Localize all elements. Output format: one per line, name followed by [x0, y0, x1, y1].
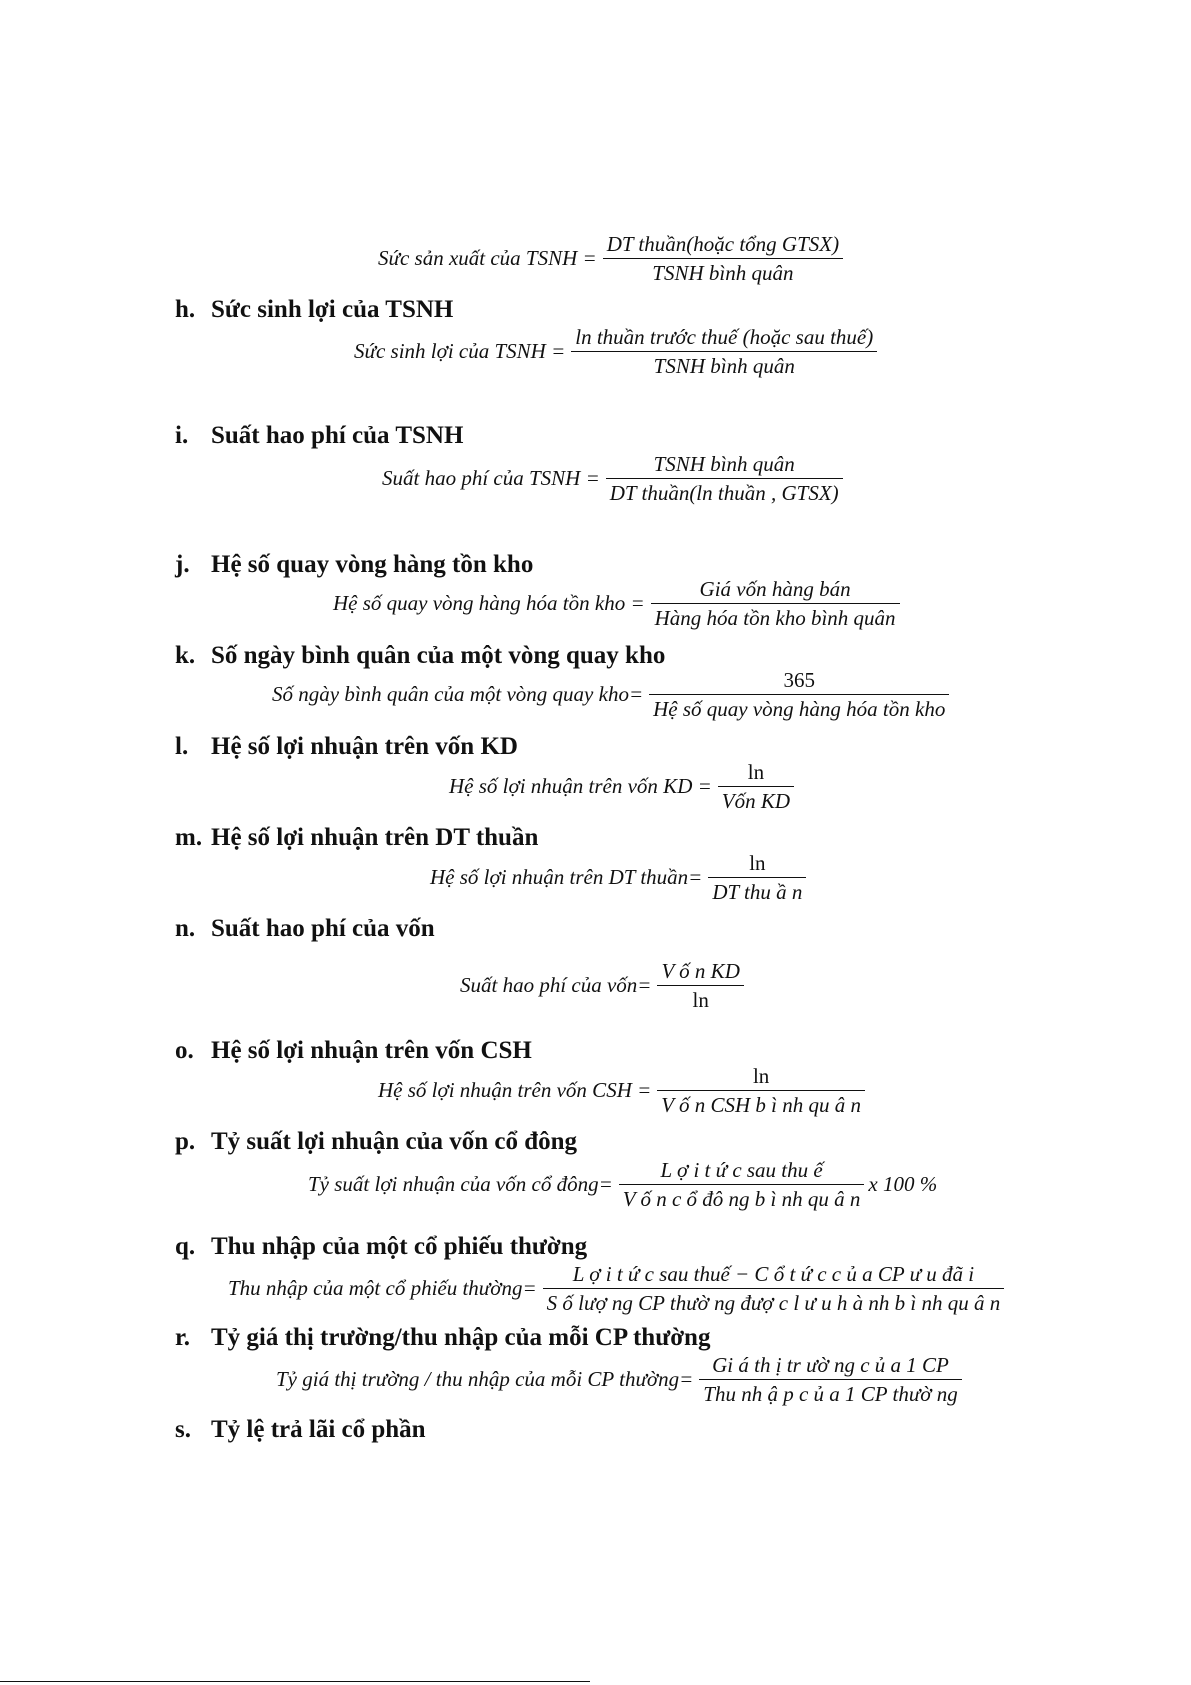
denominator: Vốn KD: [721, 789, 791, 814]
section-heading-j: [175, 552, 533, 577]
fraction: [708, 852, 806, 903]
fraction: [603, 233, 843, 284]
section-heading-h: [175, 297, 453, 322]
formula-suat-hao-phi-tsnh: [382, 453, 843, 504]
numerator: ln: [752, 1064, 770, 1088]
formula-lhs: Hệ số quay vòng hàng hóa tồn kho =: [333, 591, 645, 616]
formula-lhs: Hệ số lợi nhuận trên DT thuần=: [430, 865, 703, 890]
section-letter: m.: [175, 824, 203, 851]
section-heading-l: [175, 734, 518, 759]
section-letter: q.: [175, 1233, 196, 1260]
formula-lhs: Suất hao phí của TSNH =: [382, 466, 600, 491]
numerator: L ợ i t ứ c sau thuế − C ổ t ứ c c ủ a CP ư u đã i: [572, 1262, 975, 1286]
section-letter: n.: [175, 915, 196, 942]
footer-rule: [0, 1681, 590, 1682]
section-title: Hệ số quay vòng hàng tồn kho: [211, 551, 534, 578]
section-title: Suất hao phí của TSNH: [211, 422, 464, 449]
section-heading-n: [175, 916, 435, 941]
formula-lhs: Số ngày bình quân của một vòng quay kho=: [272, 682, 644, 707]
formula-loi-nhuan-dt-thuan: [430, 852, 806, 903]
denominator: V ố n CSH b ì nh qu â n: [661, 1093, 861, 1118]
fraction: [657, 960, 743, 1011]
formula-suffix: x 100 %: [868, 1172, 938, 1197]
numerator: V ố n KD: [661, 959, 740, 983]
section-title: Hệ số lợi nhuận trên DT thuần: [211, 824, 539, 851]
section-letter: p.: [175, 1128, 196, 1155]
section-letter: h.: [175, 296, 196, 323]
formula-lhs: Tỷ suất lợi nhuận của vốn cổ đông=: [308, 1172, 613, 1197]
numerator: ln: [747, 760, 765, 784]
numerator: L ợ i t ứ c sau thu ế: [660, 1158, 823, 1182]
fraction: [718, 761, 794, 812]
formula-lhs: Hệ số lợi nhuận trên vốn KD =: [449, 774, 712, 799]
section-letter: i.: [175, 422, 189, 449]
formula-ty-gia-thi-truong: [276, 1354, 962, 1405]
fraction: [651, 578, 900, 629]
fraction: [699, 1354, 961, 1405]
section-title: Số ngày bình quân của một vòng quay kho: [211, 642, 666, 669]
section-title: Hệ số lợi nhuận trên vốn CSH: [211, 1037, 532, 1064]
formula-lhs: Sức sản xuất của TSNH =: [378, 246, 597, 271]
fraction: [571, 326, 877, 377]
section-title: Hệ số lợi nhuận trên vốn KD: [211, 733, 518, 760]
formula-lhs: Sức sinh lợi của TSNH =: [354, 339, 566, 364]
denominator: Hàng hóa tồn kho bình quân: [654, 606, 896, 631]
formula-loi-nhuan-von-csh: [378, 1065, 865, 1116]
section-title: Thu nhập của một cổ phiếu thường: [211, 1233, 588, 1260]
formula-thu-nhap-co-phieu: [228, 1263, 1004, 1314]
formula-loi-nhuan-von-kd: [449, 761, 794, 812]
fraction: [543, 1263, 1005, 1314]
section-heading-o: [175, 1038, 532, 1063]
numerator: DT thuần(hoặc tổng GTSX): [606, 232, 840, 256]
section-letter: s.: [175, 1416, 191, 1443]
section-heading-q: [175, 1234, 587, 1259]
fraction: [606, 453, 843, 504]
numerator: Giá vốn hàng bán: [699, 577, 851, 601]
denominator: ln: [692, 988, 709, 1013]
formula-suat-hao-phi-von: [460, 960, 744, 1011]
numerator: 365: [783, 668, 815, 692]
section-title: Tỷ lệ trả lãi cổ phần: [211, 1416, 426, 1443]
formula-lhs: Thu nhập của một cổ phiếu thường=: [228, 1276, 537, 1301]
formula-suc-san-xuat: [378, 233, 843, 284]
denominator: Hệ số quay vòng hàng hóa tồn kho: [653, 697, 946, 722]
denominator: DT thu ầ n: [712, 880, 803, 905]
fraction: [619, 1159, 865, 1210]
denominator: TSNH bình quân: [652, 261, 794, 286]
section-heading-i: [175, 423, 463, 448]
formula-ty-suat-von-co-dong: [308, 1159, 937, 1210]
denominator: TSNH bình quân: [653, 354, 795, 379]
formula-lhs: Suất hao phí của vốn=: [460, 973, 652, 998]
formula-lhs: Hệ số lợi nhuận trên vốn CSH =: [378, 1078, 652, 1103]
denominator: S ố lượ ng CP thườ ng đượ c l ư u h à nh b ì nh qu â n: [546, 1291, 1001, 1316]
denominator: DT thuần(ln thuần , GTSX): [609, 481, 839, 506]
section-title: Tỷ giá thị trường/thu nhập của mỗi CP thường: [211, 1324, 711, 1351]
section-heading-r: [175, 1325, 710, 1350]
section-letter: o.: [175, 1037, 194, 1064]
formula-he-so-quay-vong: [333, 578, 900, 629]
section-letter: l.: [175, 733, 189, 760]
numerator: ln thuần trước thuế (hoặc sau thuế): [575, 325, 874, 349]
section-heading-k: [175, 643, 665, 668]
section-letter: r.: [175, 1324, 191, 1351]
formula-suc-sinh-loi: [354, 326, 877, 377]
numerator: Gi á th ị tr ườ ng c ủ a 1 CP: [712, 1353, 949, 1377]
section-letter: j.: [175, 551, 190, 578]
formula-lhs: Tỷ giá thị trường / thu nhập của mỗi CP thường=: [276, 1367, 694, 1392]
section-title: Tỷ suất lợi nhuận của vốn cổ đông: [211, 1128, 578, 1155]
numerator: ln: [749, 851, 766, 875]
section-title: Suất hao phí của vốn: [211, 915, 435, 942]
section-heading-s: [175, 1417, 426, 1442]
numerator: TSNH bình quân: [653, 452, 795, 476]
section-title: Sức sinh lợi của TSNH: [211, 296, 454, 323]
fraction: [657, 1065, 865, 1116]
section-letter: k.: [175, 642, 196, 669]
denominator: Thu nh ậ p c ủ a 1 CP thườ ng: [703, 1382, 958, 1407]
section-heading-p: [175, 1129, 577, 1154]
denominator: V ố n c ổ đô ng b ì nh qu â n: [622, 1187, 861, 1212]
section-heading-m: [175, 825, 538, 850]
fraction: [649, 669, 949, 720]
formula-so-ngay-binh-quan: [272, 669, 949, 720]
